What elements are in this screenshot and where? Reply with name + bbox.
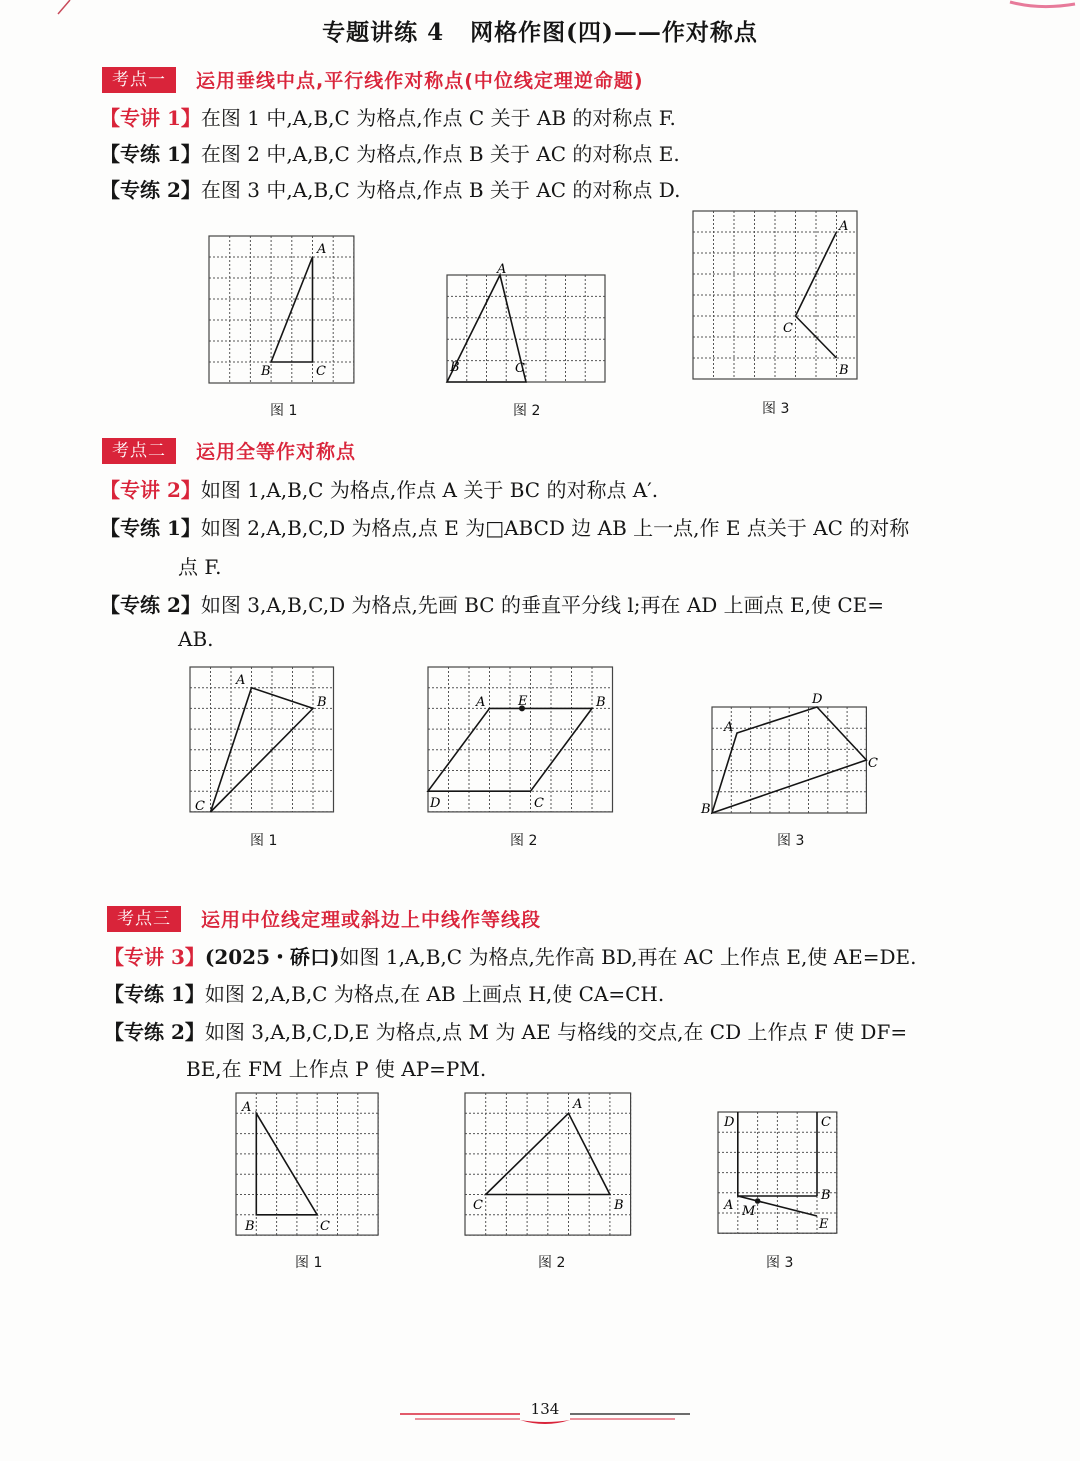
grid (718, 1112, 837, 1233)
caption-s2-fig1: 图 1 (250, 833, 278, 849)
problem-s1-2 (100, 138, 680, 167)
grid (428, 667, 613, 812)
problem-text: 如图 3,A,B,C,D 为格点,先画 BC 的垂直平分线 l;再在 AD 上画点 E,使 CE= (200, 593, 884, 617)
problem-label: 【专练 2】 (100, 178, 201, 202)
section-2-title: 运用全等作对称点 (196, 441, 357, 463)
label-b: B (450, 360, 460, 375)
grid (465, 1093, 631, 1235)
label-a: A (242, 1100, 252, 1115)
problem-text: 如图 3,A,B,C,D,E 为格点,点 M 为 AE 与格线的交点,在 CD 上作点 F 使 DF= (204, 1020, 908, 1044)
problem-text: 如图 2,A,B,C 为格点,在 AB 上画点 H,使 CA=CH. (204, 982, 665, 1006)
section-2-header (102, 437, 356, 463)
problem-label: 【专讲 2】 (100, 478, 201, 502)
problem-s2-2 (100, 512, 909, 541)
caption-s2-fig2: 图 2 (510, 833, 538, 849)
label-e: E (819, 1217, 829, 1232)
problem-s2-3 (100, 589, 884, 618)
caption-s1-fig3: 图 3 (762, 401, 790, 417)
grid (447, 275, 605, 382)
label-c: C (783, 321, 793, 336)
caption-s3-fig3: 图 3 (766, 1255, 794, 1271)
s2-figure-2 (428, 667, 616, 815)
s3-figure-1 (236, 1093, 381, 1238)
section-3-tag: 考点三 (107, 906, 181, 932)
label-c: C (515, 361, 525, 376)
section-1-header (102, 66, 644, 92)
problem-text: 在图 1 中,A,B,C 为格点,作点 C 关于 AB 的对称点 F. (200, 106, 676, 130)
grid (209, 236, 354, 383)
label-c: C (534, 796, 544, 811)
label-a: A (317, 242, 327, 257)
label-a: A (573, 1097, 583, 1112)
label-d: D (430, 796, 441, 811)
s1-figure-3 (693, 211, 859, 383)
label-b: B (701, 802, 711, 817)
label-c: C (195, 799, 205, 814)
problem-s1-1 (100, 102, 676, 131)
label-a: A (476, 695, 486, 710)
label-b: B (614, 1198, 624, 1213)
caption-s3-fig2: 图 2 (538, 1255, 566, 1271)
grid-border (209, 236, 354, 383)
label-b: B (821, 1188, 831, 1203)
problem-label: 【专练 2】 (104, 1020, 205, 1044)
s2-figure-3 (701, 692, 882, 817)
problem-s2-2-continued: 点 F. (178, 555, 222, 579)
title-topic: 网格作图(四)——作对称点 (470, 19, 758, 46)
problem-s3-3-continued: BE,在 FM 上作点 P 使 AP=PM. (186, 1057, 487, 1081)
problem-label: 【专练 2】 (100, 593, 201, 617)
label-a: A (236, 673, 246, 688)
problem-s3-3 (104, 1016, 907, 1045)
label-e: E (518, 694, 528, 709)
grid (712, 707, 866, 813)
problem-text: 在图 3 中,A,B,C 为格点,作点 B 关于 AC 的对称点 D. (200, 178, 681, 202)
label-a: A (839, 219, 849, 234)
label-c: C (821, 1115, 831, 1130)
problem-text: 如图 1,A,B,C 为格点,先作高 BD,再在 AC 上作点 E,使 AE=DE. (339, 945, 917, 969)
label-d: D (812, 692, 823, 707)
problem-label: 【专练 1】 (104, 982, 205, 1006)
problem-label: 【专练 1】 (100, 142, 201, 166)
problem-label: 【专练 1】 (100, 516, 201, 540)
section-3-title: 运用中位线定理或斜边上中线作等线段 (201, 909, 542, 931)
problem-label: 【专讲 1】 (100, 106, 201, 130)
section-1-title: 运用垂线中点,平行线作对称点(中位线定理逆命题) (196, 70, 644, 92)
problem-s2-1 (100, 474, 658, 503)
section-1-tag: 考点一 (102, 67, 176, 93)
label-c: C (316, 364, 326, 379)
label-d: D (724, 1115, 735, 1130)
label-c: C (473, 1198, 483, 1213)
label-a: A (724, 720, 734, 735)
caption-s3-fig1: 图 1 (295, 1255, 323, 1271)
label-b: B (839, 363, 849, 378)
problem-s2-3-continued: AB. (178, 627, 214, 651)
label-a: A (497, 262, 507, 277)
s3-figure-3 (718, 1112, 840, 1238)
problem-s1-3 (100, 174, 680, 203)
s1-figure-1 (209, 236, 369, 388)
caption-s1-fig2: 图 2 (513, 403, 541, 419)
label-c: C (868, 756, 878, 771)
label-b: B (596, 695, 606, 710)
caption-s2-fig3: 图 3 (777, 833, 805, 849)
section-2-tag: 考点二 (102, 438, 176, 464)
problem-s3-2 (104, 978, 664, 1007)
grid-border (190, 667, 334, 812)
point-m (755, 1198, 761, 1204)
label-a: A (724, 1198, 734, 1213)
s1-figure-2 (447, 262, 607, 385)
section-3-header (107, 905, 541, 931)
s3-figure-2 (465, 1093, 635, 1238)
problem-source: (2025・硚口) (204, 945, 340, 969)
caption-s1-fig1: 图 1 (270, 403, 298, 419)
label-b: B (261, 364, 271, 379)
label-m: M (742, 1204, 756, 1219)
problem-label: 【专讲 3】 (104, 945, 205, 969)
problem-s3-1 (104, 941, 916, 970)
page-number: 134 (530, 1400, 560, 1418)
grid (190, 667, 334, 812)
triangle-abc (211, 688, 314, 812)
problem-text: 在图 2 中,A,B,C 为格点,作点 B 关于 AC 的对称点 E. (200, 142, 680, 166)
problem-text: 如图 2,A,B,C,D 为格点,点 E 为□ABCD 边 AB 上一点,作 E 点关于 AC 的对称 (200, 516, 910, 540)
triangle-abc (256, 1113, 317, 1215)
label-b: B (317, 695, 327, 710)
label-c: C (320, 1219, 330, 1234)
title-series: 专题讲练 4 (322, 19, 445, 46)
grid-border (428, 667, 613, 812)
s2-figure-1 (190, 667, 338, 815)
problem-text: 如图 1,A,B,C 为格点,作点 A 关于 BC 的对称点 A′. (200, 478, 659, 502)
label-b: B (245, 1219, 255, 1234)
page-title (0, 14, 1080, 47)
